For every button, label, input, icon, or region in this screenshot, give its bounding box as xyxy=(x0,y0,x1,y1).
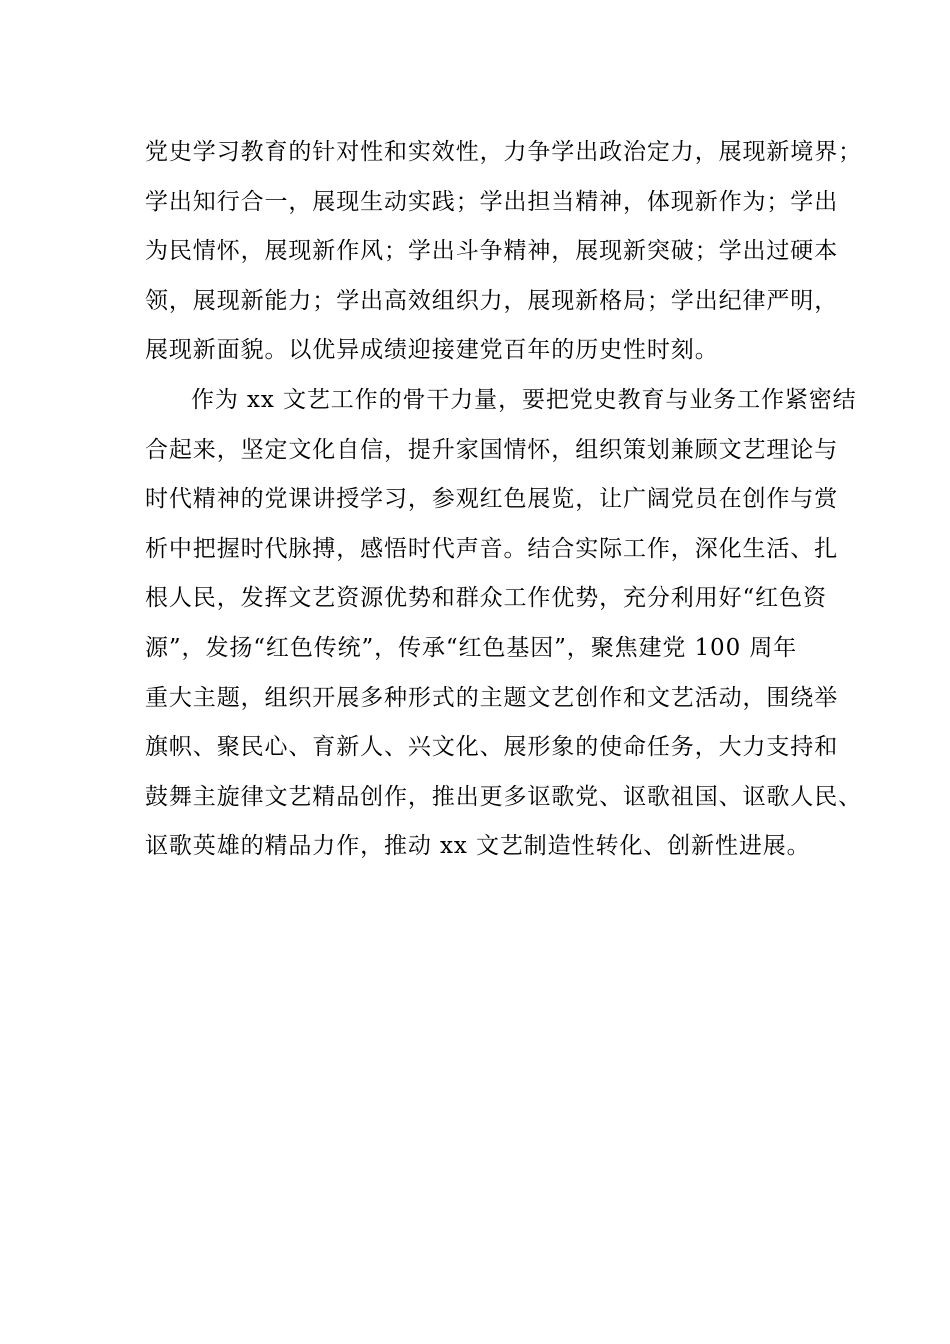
text-line: 学出知行合一，展现生动实践；学出担当精神，体现新作为；学出 xyxy=(145,188,839,215)
text-line: 鼓舞主旋律文艺精品创作，推出更多讴歌党、讴歌祖国、讴歌人民、 xyxy=(145,783,862,810)
text-line: 根人民，发挥文艺资源优势和群众工作优势，充分利用好“红色资 xyxy=(145,585,827,612)
text-line: 源”，发扬“红色传统”，传承“红色基因”，聚焦建党 100 周年 xyxy=(145,634,798,661)
text-line: 党史学习教育的针对性和实效性，力争学出政治定力，展现新境界； xyxy=(145,139,862,165)
text-line: 展现新面貌。以优异成绩迎接建党百年的历史性时刻。 xyxy=(145,337,719,364)
text-line: 旗帜、聚民心、育新人、兴文化、展形象的使命任务，大力支持和 xyxy=(145,734,839,761)
text-line: 重大主题，组织开展多种形式的主题文艺创作和文艺活动，围绕举 xyxy=(145,684,839,711)
text-line: 时代精神的党课讲授学习，参观红色展览，让广阔党员在创作与赏 xyxy=(145,486,839,513)
text-line: 领，展现新能力；学出高效组织力，展现新格局；学出纪律严明， xyxy=(145,287,839,314)
text-line: 合起来，坚定文化自信，提升家国情怀，组织策划兼顾文艺理论与 xyxy=(145,436,839,463)
text-line: 讴歌英雄的精品力作，推动 xx 文艺制造性转化、创新性进展。 xyxy=(145,833,811,860)
text-line: 为民情怀，展现新作风；学出斗争精神，展现新突破；学出过硬本 xyxy=(145,238,839,265)
paragraph-first-line: 作为 xx 文艺工作的骨干力量，要把党史教育与业务工作紧密结 xyxy=(191,386,857,413)
body-text xyxy=(145,128,862,872)
text-line: 析中把握时代脉搏，感悟时代声音。结合实际工作，深化生活、扎 xyxy=(145,535,839,562)
